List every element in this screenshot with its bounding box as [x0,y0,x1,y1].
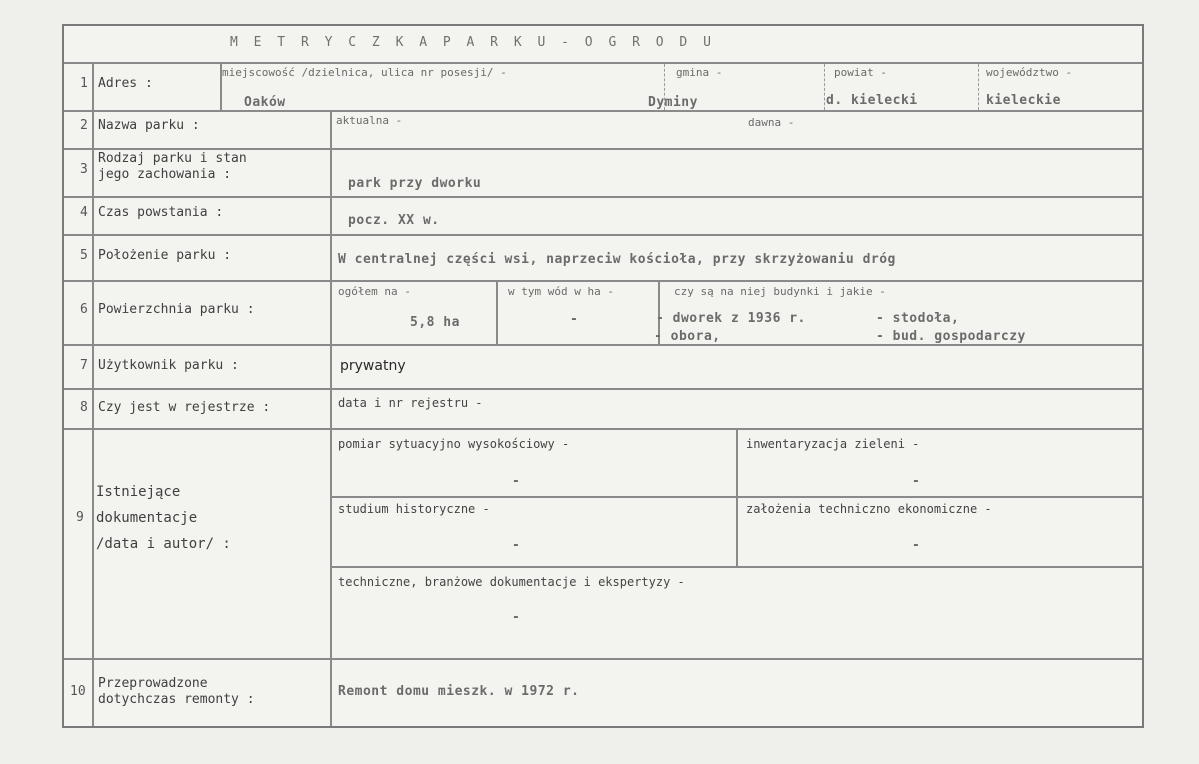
area-label: Powierzchnia parku : [98,302,255,317]
docs-label-line2: dokumentacje [96,510,198,526]
row-number: 6 [80,302,88,317]
row-divider [64,234,1142,236]
locality-sublabel: miejscowość /dzielnica, ulica nr posesji/ - [222,66,507,79]
row-number: 8 [80,400,88,415]
row-divider [64,658,1142,660]
row-number: 5 [80,248,88,263]
district-sublabel: powiat - [834,66,887,79]
voivodeship-value: kieleckie [986,93,1061,108]
address-subdivider [978,64,979,110]
voivodeship-sublabel: województwo - [986,66,1073,79]
survey-sublabel: pomiar sytuacyjno wysokościowy - [338,437,570,451]
label-column-line [330,110,332,726]
docs-label-line1: Istniejące [96,484,181,500]
technical-docs-sublabel: techniczne, branżowe dokumentacje i ekspertyzy - [338,575,685,589]
water-area-value: - [570,312,578,327]
row9-divider [330,566,1142,568]
user-value: prywatny [340,358,406,374]
total-area-sublabel: ogółem na - [338,285,411,298]
repairs-value: Remont domu mieszk. w 1972 r. [338,684,580,699]
buildings-value-3: - stodoła, [876,311,960,326]
form-grid [62,24,1144,728]
row-divider [64,280,1142,282]
buildings-value-1: - dworek z 1936 r. [656,311,806,326]
row-divider [64,428,1142,430]
form-title: M E T R Y C Z K A P A R K U - O G R O D U [230,35,715,50]
docs-label-line3: /data i autor/ : [96,536,231,552]
address-subdivider [824,64,825,110]
water-area-sublabel: w tym wód w ha - [508,285,614,298]
park-type-label-cont: jego zachowania : [98,167,232,182]
row-number: 3 [80,162,88,177]
technical-docs-value: - [512,610,520,625]
commune-value: Dyminy [648,95,698,110]
address-label: Adres : [98,76,153,91]
buildings-sublabel: czy są na niej budynki i jakie - [674,285,886,298]
number-column-line [92,62,94,726]
row-divider [64,62,1142,64]
greenery-sublabel: inwentaryzacja zieleni - [746,437,920,451]
location-label: Położenie parku : [98,248,232,263]
creation-time-label: Czas powstania : [98,205,224,220]
tech-econ-value: - [912,538,920,553]
row-divider [64,196,1142,198]
buildings-value-4: - bud. gospodarczy [876,329,1026,344]
historical-study-sublabel: studium historyczne - [338,502,490,516]
user-label: Użytkownik parku : [98,358,239,373]
locality-value: Oaków [244,95,286,110]
total-area-value: 5,8 ha [410,315,460,330]
greenery-value: - [912,474,920,489]
row-divider [64,110,1142,112]
row-divider [64,344,1142,346]
park-type-label: Rodzaj parku i stan [98,151,247,166]
park-name-label: Nazwa parku : [98,118,200,133]
docs-column-line [736,428,738,566]
creation-time-value: pocz. XX w. [348,213,440,228]
buildings-value-2: - obora, [654,329,721,344]
row-number: 9 [76,510,84,525]
repairs-label-line1: Przeprowadzone [98,676,208,691]
row-divider [64,148,1142,150]
current-name-sublabel: aktualna - [336,114,403,127]
row-number: 10 [70,684,86,699]
historical-study-value: - [512,538,520,553]
location-value: W centralnej części wsi, naprzeciw kościoła, przy skrzyżowaniu dróg [338,252,896,267]
commune-sublabel: gmina - [676,66,723,79]
area-column-line [496,280,498,344]
park-type-value: park przy dworku [348,176,482,191]
tech-econ-sublabel: założenia techniczno ekonomiczne - [746,502,992,516]
row-number: 4 [80,205,88,220]
row-divider [64,388,1142,390]
survey-value: - [512,474,520,489]
row-number: 2 [80,118,88,133]
row-number: 7 [80,358,88,373]
district-value: d. kielecki [826,93,918,108]
row-number: 1 [80,76,88,91]
repairs-label-line2: dotychczas remonty : [98,692,255,707]
former-name-sublabel: dawna - [748,116,795,129]
register-label: Czy jest w rejestrze : [98,400,271,415]
register-sublabel: data i nr rejestru - [338,396,483,410]
